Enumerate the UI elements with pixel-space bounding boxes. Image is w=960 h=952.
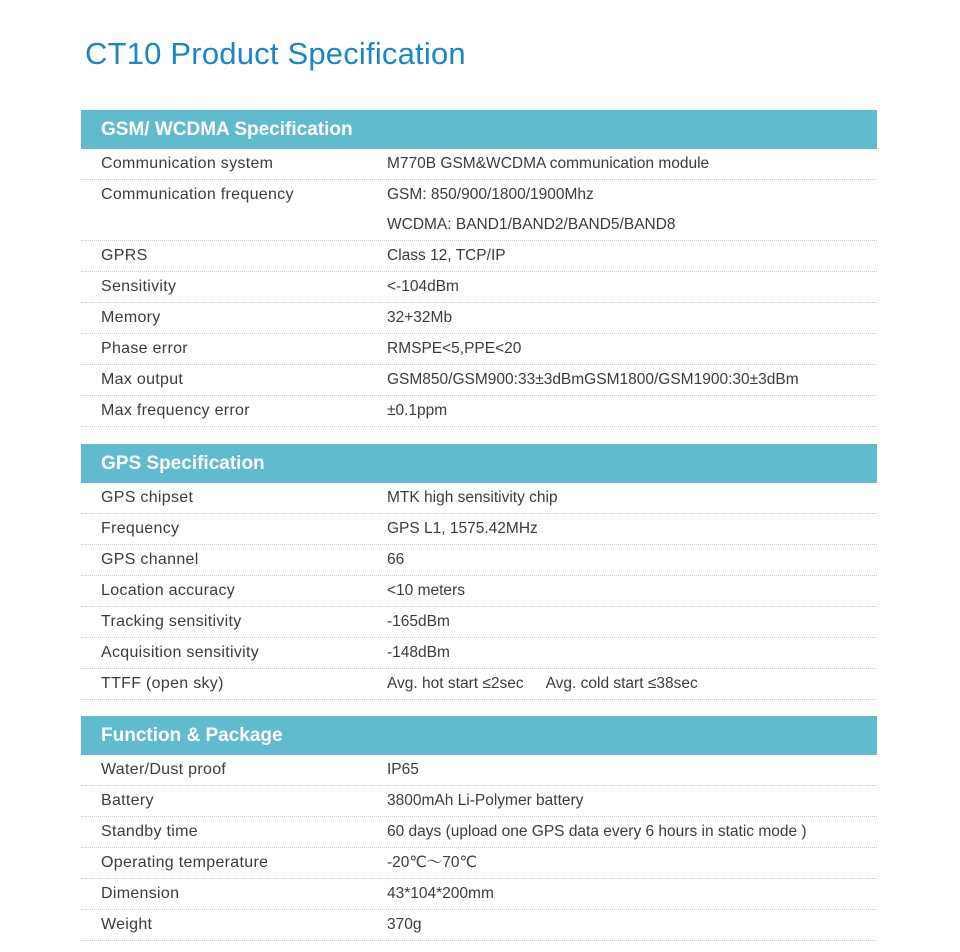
spec-value [387, 396, 877, 426]
spec-row-weight [81, 910, 877, 941]
spec-row-max-output [81, 365, 877, 396]
spec-label: Frequency [101, 520, 180, 537]
spec-label: Communication system [101, 155, 274, 172]
spec-value-text: 66 [387, 551, 405, 568]
spec-value-text: WCDMA: BAND1/BAND2/BAND5/BAND8 [387, 216, 676, 233]
spec-value-text: 32+32Mb [387, 309, 453, 326]
spec-value-text: Avg. cold start ≤38sec [545, 675, 698, 692]
spec-value-text: 3800mAh Li-Polymer battery [387, 792, 584, 809]
spec-row-water-dust-proof [81, 755, 877, 786]
spec-value-text: 60 days (upload one GPS data every 6 hours in static mode ) [387, 823, 807, 840]
spec-value [387, 786, 877, 816]
spec-value [387, 848, 877, 878]
spec-label: Communication frequency [101, 186, 294, 203]
spec-row-acquisition-sensitivity [81, 638, 877, 669]
spec-row-gprs [81, 241, 877, 272]
spec-row-tracking-sensitivity [81, 607, 877, 638]
spec-section-function-package [81, 716, 877, 941]
spec-value [387, 514, 877, 544]
spec-value-text: M770B GSM&WCDMA communication module [387, 155, 710, 172]
section-header: GPS Specification [81, 444, 877, 483]
spec-label: Location accuracy [101, 582, 236, 599]
spec-value [387, 545, 877, 575]
spec-label: Acquisition sensitivity [101, 644, 260, 661]
spec-value-text: 370g [387, 916, 422, 933]
section-header: Function & Package [81, 716, 877, 755]
spec-row-sensitivity [81, 272, 877, 303]
spec-value [387, 303, 877, 333]
spec-value [387, 483, 877, 513]
spec-label: Max output [101, 371, 184, 388]
spec-value [387, 817, 877, 847]
spec-value-text: MTK high sensitivity chip [387, 489, 558, 506]
spec-label: GPS chipset [101, 489, 194, 506]
spec-row-max-frequency-error [81, 396, 877, 427]
spec-value-text: GSM850/GSM900:33±3dBmGSM1800/GSM1900:30±3dBm [387, 371, 799, 388]
spec-row-frequency [81, 514, 877, 545]
page-title: CT10 Product Specification [85, 36, 466, 71]
spec-value-text: -20℃～70℃ [387, 854, 477, 871]
spec-value [387, 669, 877, 699]
spec-row-ttff [81, 669, 877, 700]
spec-value [387, 638, 877, 668]
spec-label: Dimension [101, 885, 180, 902]
spec-value [387, 180, 877, 240]
spec-label: Operating temperature [101, 854, 269, 871]
spec-value [387, 149, 877, 179]
spec-label: Phase error [101, 340, 188, 357]
spec-value-text: <10 meters [387, 582, 465, 599]
spec-value [387, 241, 877, 271]
spec-row-gps-channel [81, 545, 877, 576]
spec-row-dimension [81, 879, 877, 910]
spec-row-gps-chipset [81, 483, 877, 514]
spec-label: Memory [101, 309, 161, 326]
spec-row-phase-error [81, 334, 877, 365]
section-header: GSM/ WCDMA Specification [81, 110, 877, 149]
spec-section-gsm-wcdma [81, 110, 877, 427]
spec-value [387, 365, 877, 395]
spec-row-battery [81, 786, 877, 817]
spec-label: Tracking sensitivity [101, 613, 242, 630]
spec-label: GPS channel [101, 551, 199, 568]
spec-row-operating-temperature [81, 848, 877, 879]
spec-row-communication-system [81, 149, 877, 180]
spec-value [387, 272, 877, 302]
spec-value-text: -165dBm [387, 613, 450, 630]
spec-value-text: 43*104*200mm [387, 885, 494, 902]
spec-value-text: <-104dBm [387, 278, 459, 295]
spec-row-communication-frequency [81, 180, 877, 241]
spec-label: Sensitivity [101, 278, 177, 295]
spec-row-location-accuracy [81, 576, 877, 607]
spec-value [387, 879, 877, 909]
spec-label: GPRS [101, 247, 148, 264]
spec-row-standby-time [81, 817, 877, 848]
spec-label: Water/Dust proof [101, 761, 227, 778]
spec-value-text: -148dBm [387, 644, 450, 661]
spec-value [387, 755, 877, 785]
spec-row-memory [81, 303, 877, 334]
spec-value-text: RMSPE<5,PPE<20 [387, 340, 522, 357]
spec-label: Standby time [101, 823, 198, 840]
spec-value-text: Class 12, TCP/IP [387, 247, 506, 264]
spec-value [387, 576, 877, 606]
spec-value-text: ±0.1ppm [387, 402, 448, 419]
spec-value-text: GPS L1, 1575.42MHz [387, 520, 538, 537]
spec-value [387, 607, 877, 637]
spec-value-line [387, 669, 877, 699]
spec-label: Weight [101, 916, 153, 933]
spec-value [387, 910, 877, 940]
spec-value [387, 334, 877, 364]
spec-label: Battery [101, 792, 154, 809]
spec-value-text: GSM: 850/900/1800/1900Mhz [387, 186, 594, 203]
spec-section-gps [81, 444, 877, 700]
spec-value-text: IP65 [387, 761, 419, 778]
spec-label: Max frequency error [101, 402, 250, 419]
spec-value-text: Avg. hot start ≤2sec [387, 675, 524, 692]
spec-label: TTFF (open sky) [101, 675, 224, 692]
